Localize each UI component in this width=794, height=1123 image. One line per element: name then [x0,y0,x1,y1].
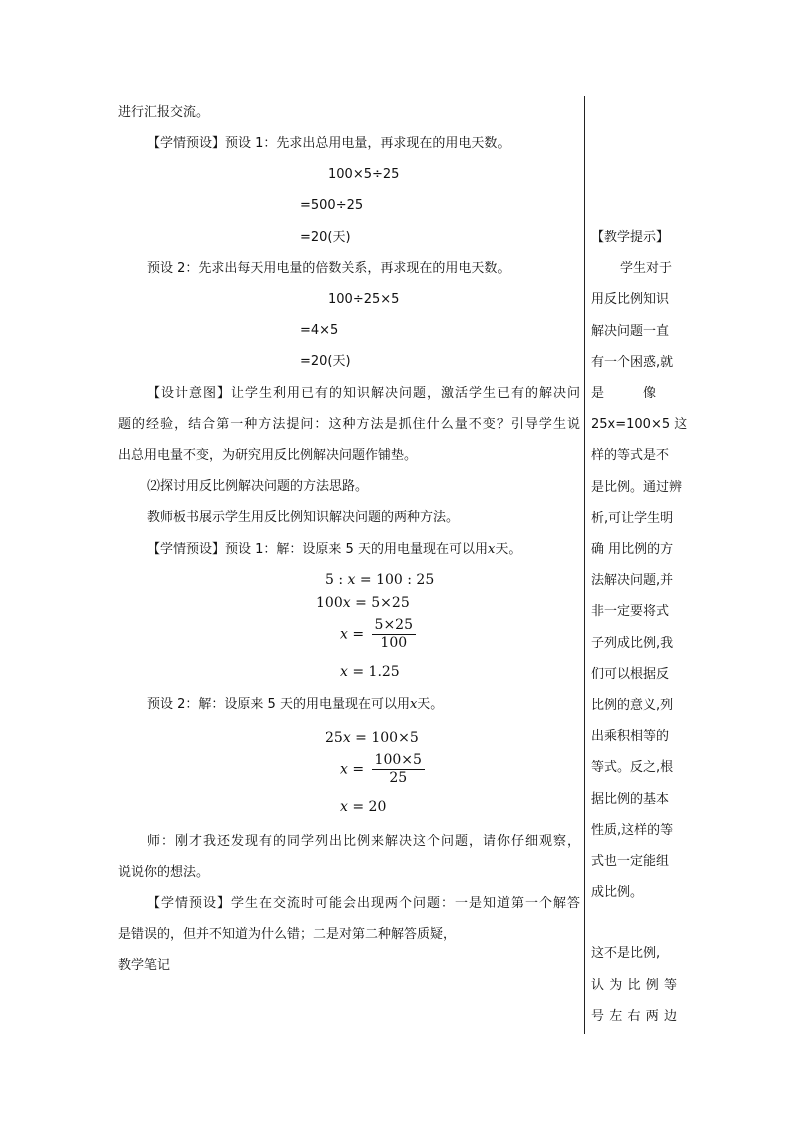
preset-label: 【学情预设】 [147,136,226,151]
fraction: $\frac{5\times 25}{100}$ [372,617,416,652]
preset-5-line2: 是错误的，但并不知道为什么错；二是对第二种解答质疑， [118,927,457,942]
column-divider [584,96,585,1034]
fraction: $\frac{100\times 5}{25}$ [372,752,425,787]
equation2-line1: 25x = 100×5 [325,730,419,746]
preset-label: 【学情预设】 [147,542,226,557]
tip-line: 子列成比例,我 [591,636,674,651]
calc2-line3: =20(天) [300,354,351,369]
teacher-line2: 说说你的想法。 [118,865,210,880]
tip-line: 认为比例等 [591,978,677,993]
tip-line: 出乘积相等的 [591,729,670,744]
preset-2-paragraph: 预设 2：先求出每天用电量的倍数关系，再求现在的用电天数。 [147,261,511,276]
equation1-line2: 100x = 5×25 [316,595,410,611]
tip-line: 比例的意义,列 [591,698,674,713]
tip-line: 学生对于 [620,261,673,276]
equation1-line4: x = 1.25 [340,664,400,680]
tip-line: 等式。反之,根 [591,760,674,775]
tip-line: 有一个困惑,就 [591,355,674,370]
tip-line: 非一定要将式 [591,604,670,619]
tip-line: 用反比例知识 [591,292,670,307]
tip-line: 号左右两边 [591,1009,677,1024]
teaching-notes-label: 教学笔记 [118,958,171,973]
design-intent-line3: 出总用电量不变，为研究用反比例解决问题作铺垫。 [118,448,418,463]
design-intent-line2: 题的经验，结合第一种方法提问：这种方法是抓住什么量不变？引导学生说 [118,417,580,432]
equation2-line2: x = $\frac{100\times 5}{25}$ [340,752,425,787]
step-2-heading: ⑵探讨用反比例解决问题的方法思路。 [147,479,369,494]
design-label: 【设计意图】 [147,386,231,401]
calc1-line2: =500÷25 [300,198,364,213]
tip-line: 们可以根据反 [591,667,670,682]
design-intent-line1: 【设计意图】让学生利用已有的知识解决问题，激活学生已有的解决问 [147,386,580,401]
equation1-line1: 5 : x = 100 : 25 [325,572,435,588]
equation1-line3: x = $\frac{5\times 25}{100}$ [340,617,416,652]
tip-line: 是 像 [591,386,657,401]
calc1-line3: =20(天) [300,230,351,245]
tip-line: 式也一定能组 [591,854,670,869]
tip-line: 确 用比例的方 [591,542,674,557]
tip-line: 法解决问题,并 [591,573,674,588]
tip-line: 性质,这样的等 [591,823,674,838]
teacher-line1: 师：刚才我还发现有的同学列出比例来解决这个问题，请你仔细观察， [147,834,580,849]
equation2-line3: x = 20 [340,799,387,815]
tip-line: 样的等式是不 [591,448,670,463]
calc2-line1: 100÷25×5 [328,292,400,307]
teaching-tips-title: 【教学提示】 [591,230,670,245]
tip-line: 解决问题一直 [591,324,670,339]
preset-5-line1: 【学情预设】学生在交流时可能会出现两个问题：一是知道第一个解答 [147,896,580,911]
tip-line: 据比例的基本 [591,792,670,807]
intro-line: 进行汇报交流。 [118,105,210,120]
preset-1-paragraph: 【学情预设】预设 1：先求出总用电量，再求现在的用电天数。 [147,136,511,151]
preset-3-paragraph: 【学情预设】预设 1：解：设原来 5 天的用电量现在可以用x天。 [147,542,522,557]
teacher-board-line: 教师板书展示学生用反比例知识解决问题的两种方法。 [147,510,460,525]
tip-line: 25x=100×5 这 [591,417,688,432]
calc2-line2: =4×5 [300,323,339,338]
tip-line: 析,可让学生明 [591,511,674,526]
preset-4-paragraph: 预设 2：解：设原来 5 天的用电量现在可以用x天。 [147,697,444,712]
preset-label: 【学情预设】 [147,896,231,911]
tip-line: 成比例。 [591,885,644,900]
tip-line: 这不是比例, [591,946,661,961]
calc1-line1: 100×5÷25 [328,167,400,182]
tip-line: 是比例。通过辨 [591,480,683,495]
